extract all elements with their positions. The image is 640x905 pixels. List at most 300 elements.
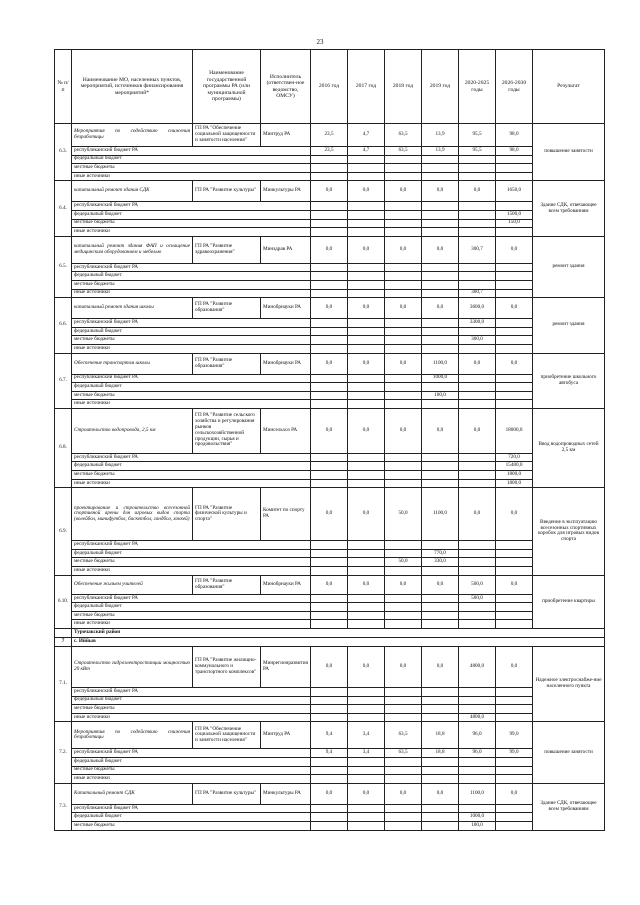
source-value: 100,0: [459, 821, 496, 830]
result-text: Здание СДК, отвечающее всем требованиям: [533, 783, 605, 830]
executor-name: Минобрнауки РА: [261, 298, 311, 319]
source-value: 95,5: [459, 147, 496, 156]
source-value: [385, 272, 422, 281]
event-title: Мероприятия по содействию снижения безработицы: [72, 722, 193, 749]
source-row: [55, 558, 605, 567]
source-value: [422, 821, 459, 830]
source-value: [385, 391, 422, 400]
program-name: ГП РА "Обеспечение социальной защищенности и занятости населения": [193, 124, 261, 147]
source-value: [422, 713, 459, 722]
source-value: [385, 336, 422, 345]
source-value: [348, 471, 385, 480]
source-row: [55, 705, 605, 714]
section-row: [55, 638, 605, 647]
source-value: [311, 383, 348, 392]
source-label: республиканский бюджет РА: [72, 263, 311, 272]
source-value: [422, 775, 459, 784]
source-value: [348, 705, 385, 714]
event-title: Капитальный ремонт СДК: [72, 783, 193, 804]
total-value: 0,0: [496, 783, 533, 804]
source-value: [459, 775, 496, 784]
source-value: [311, 620, 348, 629]
source-value: 4,7: [348, 147, 385, 156]
source-value: [459, 541, 496, 550]
source-value: [459, 280, 496, 289]
source-value: [385, 453, 422, 462]
source-value: [311, 471, 348, 480]
source-value: [385, 766, 422, 775]
source-value: [348, 479, 385, 488]
source-row: [55, 391, 605, 400]
total-value: 4800,0: [459, 647, 496, 688]
total-value: 0,0: [496, 236, 533, 263]
total-value: 300,7: [459, 236, 496, 263]
total-value: 0,0: [496, 353, 533, 374]
source-row: [55, 383, 605, 392]
source-value: [422, 541, 459, 550]
source-value: [385, 164, 422, 173]
source-value: [422, 567, 459, 576]
source-value: [496, 272, 533, 281]
source-value: 1800,0: [496, 471, 533, 480]
source-value: [496, 228, 533, 237]
source-value: [348, 172, 385, 181]
source-value: 99,0: [496, 749, 533, 758]
source-value: [385, 813, 422, 822]
total-value: 63,5: [385, 722, 422, 749]
total-value: 63,5: [385, 124, 422, 147]
source-label: федеральный бюджет: [72, 210, 311, 219]
source-label: иные источники: [72, 713, 311, 722]
source-label: республиканский бюджет РА: [72, 453, 311, 462]
source-label: местные бюджеты: [72, 766, 311, 775]
source-value: 1500,0: [496, 210, 533, 219]
total-value: 0,0: [496, 488, 533, 541]
source-value: [385, 289, 422, 298]
source-value: 96,0: [459, 749, 496, 758]
source-row: [55, 319, 605, 328]
source-row: [55, 594, 605, 603]
source-row: [55, 541, 605, 550]
source-value: [311, 219, 348, 228]
source-value: [459, 611, 496, 620]
source-value: 4800,0: [459, 713, 496, 722]
source-value: [459, 766, 496, 775]
source-value: [459, 804, 496, 813]
source-label: республиканский бюджет РА: [72, 319, 311, 328]
source-value: [385, 804, 422, 813]
source-value: [422, 611, 459, 620]
source-value: 150,0: [496, 219, 533, 228]
source-value: [385, 541, 422, 550]
source-value: 18,8: [422, 749, 459, 758]
result-text: повышение занятости: [533, 722, 605, 783]
source-label: республиканский бюджет РА: [72, 202, 311, 211]
source-label: федеральный бюджет: [72, 696, 311, 705]
source-value: [459, 558, 496, 567]
source-value: [496, 567, 533, 576]
row-number: 7.1.: [55, 647, 72, 722]
source-value: [311, 336, 348, 345]
source-label: республиканский бюджет РА: [72, 749, 311, 758]
source-value: [348, 821, 385, 830]
source-value: [311, 391, 348, 400]
source-value: [348, 289, 385, 298]
source-value: [459, 696, 496, 705]
executor-name: Минобрнауки РА: [261, 353, 311, 374]
source-value: 9,4: [311, 749, 348, 758]
source-value: [348, 611, 385, 620]
source-value: [422, 280, 459, 289]
total-value: 0,0: [496, 575, 533, 594]
source-value: [496, 766, 533, 775]
executor-name: Минобрнауки РА: [261, 575, 311, 594]
total-value: 95,5: [459, 124, 496, 147]
source-value: [459, 400, 496, 409]
total-value: 0,0: [422, 408, 459, 453]
source-value: [311, 228, 348, 237]
source-value: [459, 688, 496, 697]
source-value: [385, 611, 422, 620]
source-value: [422, 210, 459, 219]
total-value: 23,5: [311, 124, 348, 147]
total-value: 96,0: [459, 722, 496, 749]
source-value: [311, 319, 348, 328]
source-row: [55, 327, 605, 336]
plan-body: [55, 124, 605, 831]
source-label: иные источники: [72, 479, 311, 488]
source-value: 63,5: [385, 749, 422, 758]
total-value: 0,0: [348, 408, 385, 453]
executor-name: Минздрав РА: [261, 236, 311, 263]
source-value: [311, 263, 348, 272]
total-value: 9,4: [311, 722, 348, 749]
source-value: [385, 696, 422, 705]
source-value: [459, 479, 496, 488]
total-value: 99,0: [496, 722, 533, 749]
source-label: иные источники: [72, 775, 311, 784]
source-row: [55, 172, 605, 181]
source-value: [459, 172, 496, 181]
source-label: федеральный бюджет: [72, 272, 311, 281]
executor-name: Комитет по спорту РА: [261, 488, 311, 541]
source-value: [348, 567, 385, 576]
source-value: [385, 344, 422, 353]
total-value: 0,0: [311, 575, 348, 594]
source-value: [385, 775, 422, 784]
total-value: 1100,0: [422, 488, 459, 541]
total-value: 0,0: [459, 488, 496, 541]
source-value: [385, 155, 422, 164]
source-value: [496, 289, 533, 298]
result-text: ремонт здания: [533, 236, 605, 297]
source-label: республиканский бюджет РА: [72, 541, 311, 550]
header-2020-2025: 2020-2025 годы: [459, 50, 496, 124]
source-value: [459, 549, 496, 558]
total-value: 1100,0: [422, 353, 459, 374]
total-value: 50,0: [385, 488, 422, 541]
table-row: [55, 181, 605, 202]
source-value: [348, 775, 385, 784]
program-name: ГП РА "Развитие культуры": [193, 181, 261, 202]
total-value: 0,0: [422, 181, 459, 202]
source-row: [55, 210, 605, 219]
row-number: 6.5.: [55, 236, 72, 297]
total-value: 0,0: [348, 181, 385, 202]
source-value: [311, 594, 348, 603]
source-value: [496, 775, 533, 784]
row-number: 6.9.: [55, 488, 72, 575]
source-value: [459, 155, 496, 164]
source-value: [348, 336, 385, 345]
table-row: [55, 647, 605, 688]
source-value: [311, 705, 348, 714]
source-row: [55, 374, 605, 383]
source-value: [311, 813, 348, 822]
source-label: республиканский бюджет РА: [72, 374, 311, 383]
total-value: 0,0: [311, 783, 348, 804]
source-row: [55, 202, 605, 211]
source-value: 1800,0: [496, 479, 533, 488]
total-value: 0,0: [311, 236, 348, 263]
source-value: [496, 757, 533, 766]
source-row: [55, 757, 605, 766]
source-label: иные источники: [72, 228, 311, 237]
source-value: [311, 603, 348, 612]
source-value: [422, 400, 459, 409]
source-value: 50,0: [385, 558, 422, 567]
source-value: [422, 289, 459, 298]
source-value: [459, 391, 496, 400]
total-value: 0,0: [385, 298, 422, 319]
total-value: 0,0: [385, 353, 422, 374]
source-value: [496, 319, 533, 328]
header-num: № п/п: [55, 50, 72, 124]
section-title: Турочакский район: [72, 629, 605, 638]
source-value: [385, 280, 422, 289]
source-value: [496, 804, 533, 813]
source-row: [55, 804, 605, 813]
source-value: [385, 713, 422, 722]
source-label: республиканский бюджет РА: [72, 688, 311, 697]
total-value: 0,0: [385, 575, 422, 594]
source-value: [422, 155, 459, 164]
event-title: капитальный ремонт здания школы: [72, 298, 193, 319]
source-value: [348, 620, 385, 629]
source-value: [459, 374, 496, 383]
source-value: [385, 462, 422, 471]
source-row: [55, 228, 605, 237]
result-text: Введение в эксплуатацию всесезонных спортивных коробок для игровых видов спорта: [533, 488, 605, 575]
source-value: 63,5: [385, 147, 422, 156]
table-row: [55, 236, 605, 263]
source-value: [348, 391, 385, 400]
executor-name: Минрегионразвития РА: [261, 647, 311, 688]
event-title: Обеспечение жильем учителей: [72, 575, 193, 594]
result-text: ремонт здания: [533, 298, 605, 353]
source-value: [311, 374, 348, 383]
source-value: [348, 319, 385, 328]
source-value: [496, 549, 533, 558]
source-value: [496, 280, 533, 289]
source-row: [55, 696, 605, 705]
row-number: 6.10.: [55, 575, 72, 628]
source-value: [422, 594, 459, 603]
executor-name: Минтруд РА: [261, 722, 311, 749]
source-row: [55, 147, 605, 156]
source-value: [311, 453, 348, 462]
source-value: [496, 611, 533, 620]
source-value: [459, 453, 496, 462]
source-value: [348, 603, 385, 612]
total-value: 0,0: [348, 353, 385, 374]
source-label: федеральный бюджет: [72, 155, 311, 164]
total-value: 0,0: [348, 647, 385, 688]
source-value: [496, 541, 533, 550]
program-name: ГП РА "Обеспечение социальной защищенности и занятости населения": [193, 722, 261, 749]
total-value: 0,0: [459, 181, 496, 202]
source-row: [55, 549, 605, 558]
source-value: [422, 202, 459, 211]
source-row: [55, 766, 605, 775]
header-2019: 2019 год: [422, 50, 459, 124]
source-value: [385, 757, 422, 766]
program-name: ГП РА "Развитие жилищно-коммунального и транспортного комплексов": [193, 647, 261, 688]
source-label: федеральный бюджет: [72, 462, 311, 471]
event-title: капитальный ремонт здания СДК: [72, 181, 193, 202]
source-value: 300,7: [459, 289, 496, 298]
source-value: [496, 344, 533, 353]
source-value: [348, 272, 385, 281]
source-value: [385, 263, 422, 272]
source-label: местные бюджеты: [72, 705, 311, 714]
section-title: с. Иййыв: [72, 638, 605, 647]
source-label: местные бюджеты: [72, 280, 311, 289]
result-text: Надежное электроснабже-ние населенного пункта: [533, 647, 605, 722]
source-value: [459, 567, 496, 576]
source-value: [311, 696, 348, 705]
source-value: [311, 172, 348, 181]
total-value: 0,0: [311, 408, 348, 453]
source-value: [422, 462, 459, 471]
source-value: 13,9: [422, 147, 459, 156]
total-value: 0,0: [422, 783, 459, 804]
total-value: 0,0: [311, 181, 348, 202]
source-value: [385, 603, 422, 612]
source-value: [385, 228, 422, 237]
source-value: 23,5: [311, 147, 348, 156]
source-row: [55, 219, 605, 228]
source-value: [311, 327, 348, 336]
source-row: [55, 603, 605, 612]
source-value: [348, 327, 385, 336]
source-value: [385, 594, 422, 603]
source-value: [422, 172, 459, 181]
source-value: [385, 705, 422, 714]
total-value: 0,0: [422, 298, 459, 319]
source-value: [496, 391, 533, 400]
source-value: [348, 713, 385, 722]
header-2016: 2016 год: [311, 50, 348, 124]
source-value: [422, 344, 459, 353]
source-value: [348, 696, 385, 705]
source-row: [55, 155, 605, 164]
source-value: [422, 696, 459, 705]
source-label: федеральный бюджет: [72, 603, 311, 612]
source-value: [459, 327, 496, 336]
source-value: 15480,0: [496, 462, 533, 471]
source-value: [496, 705, 533, 714]
source-value: [496, 603, 533, 612]
source-value: [385, 549, 422, 558]
total-value: 0,0: [385, 181, 422, 202]
source-value: [459, 272, 496, 281]
source-value: [311, 688, 348, 697]
source-value: [459, 620, 496, 629]
row-number: 6.6.: [55, 298, 72, 353]
source-value: 1000,0: [422, 374, 459, 383]
table-header: [55, 50, 605, 124]
executor-name: Минкультуры РА: [261, 181, 311, 202]
result-text: Здание СДК, отвечающее всем требованиям: [533, 181, 605, 236]
total-value: 0,0: [348, 488, 385, 541]
source-value: [311, 713, 348, 722]
source-value: [496, 155, 533, 164]
source-value: [459, 210, 496, 219]
source-value: [496, 821, 533, 830]
source-value: [311, 558, 348, 567]
source-value: [422, 620, 459, 629]
source-value: [311, 155, 348, 164]
row-number: 7.3.: [55, 783, 72, 830]
source-value: [385, 471, 422, 480]
section-num: 7: [55, 638, 72, 647]
source-value: [422, 479, 459, 488]
source-value: [311, 280, 348, 289]
source-value: [422, 688, 459, 697]
event-title: Строительство водопровода, 2,5 км: [72, 408, 193, 453]
source-label: местные бюджеты: [72, 558, 311, 567]
source-label: местные бюджеты: [72, 391, 311, 400]
source-value: 330,0: [422, 558, 459, 567]
executor-name: Минсельхоз РА: [261, 408, 311, 453]
source-label: местные бюджеты: [72, 164, 311, 173]
total-value: 98,0: [496, 124, 533, 147]
row-number: 6.4.: [55, 181, 72, 236]
total-value: 0,0: [311, 298, 348, 319]
source-value: [422, 804, 459, 813]
source-row: [55, 453, 605, 462]
table-row: [55, 408, 605, 453]
source-row: [55, 775, 605, 784]
source-value: [385, 374, 422, 383]
source-value: [311, 479, 348, 488]
source-value: [348, 374, 385, 383]
total-value: 0,0: [385, 647, 422, 688]
source-value: [348, 210, 385, 219]
source-value: [459, 164, 496, 173]
section-num: [55, 629, 72, 638]
source-value: [459, 219, 496, 228]
total-value: 0,0: [459, 408, 496, 453]
source-value: [496, 172, 533, 181]
source-value: [459, 471, 496, 480]
source-value: [496, 558, 533, 567]
row-number: 6.7.: [55, 353, 72, 408]
source-value: 100,0: [422, 391, 459, 400]
event-title: капитальный ремонт здания ФАП и оснащение медицинским оборудованием и мебелью: [72, 236, 193, 263]
source-row: [55, 289, 605, 298]
